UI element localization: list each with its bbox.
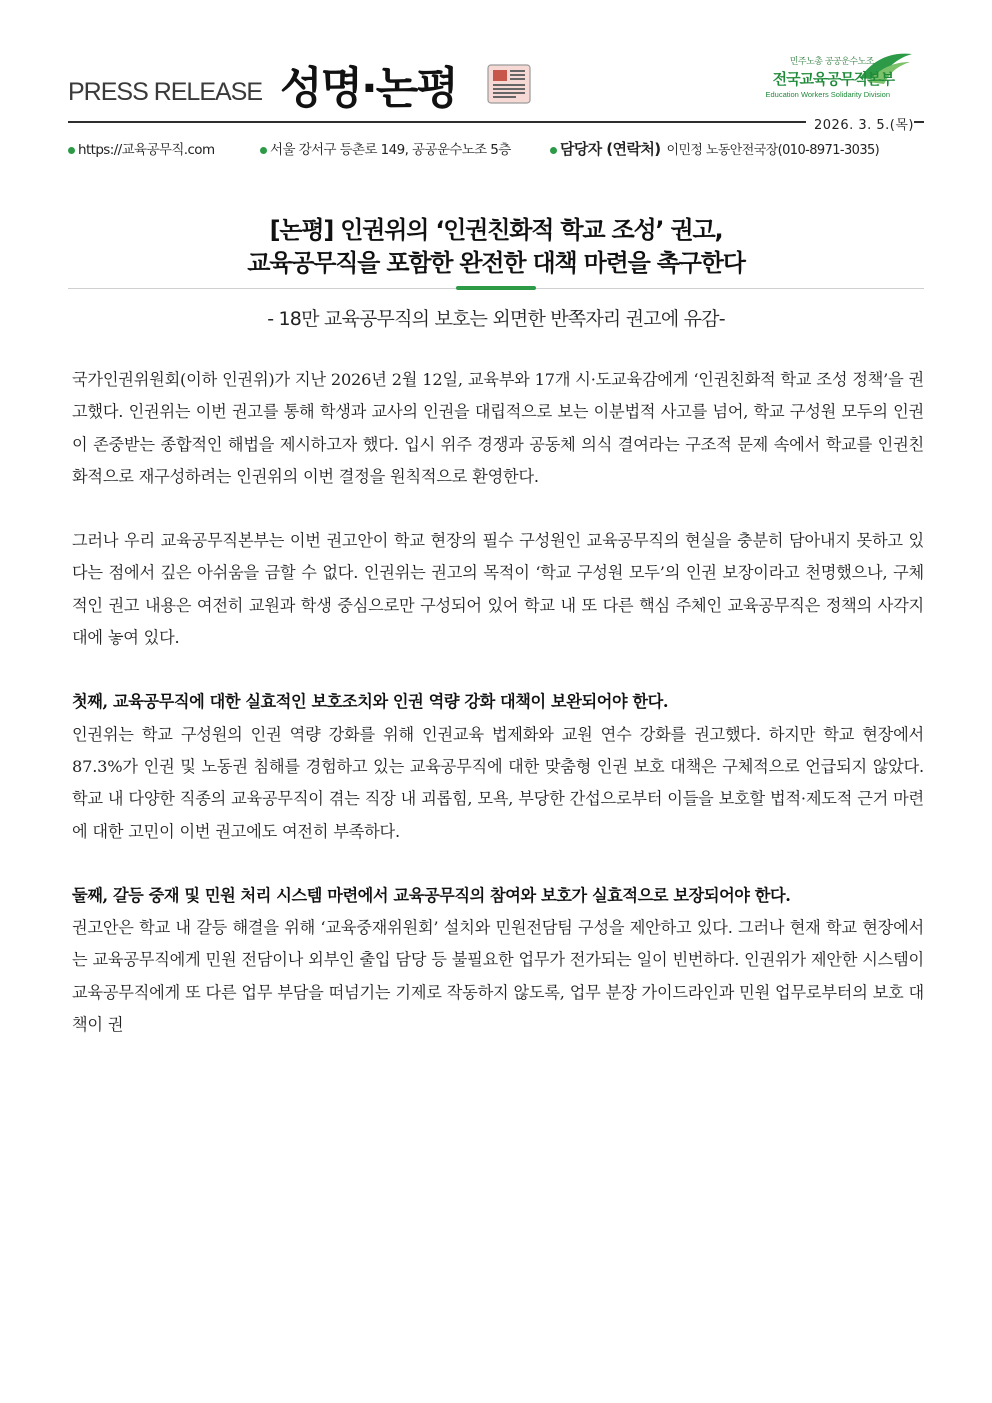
body-paragraph-1: 국가인권위원회(이하 인권위)가 지난 2026년 2월 12일, 교육부와 17개 시·도교육감에게 ‘인권친화적 학교 조성 정책’을 권고했다. 인권위는 이번 권고를 통해 학생과 교사의 인권을 대립적으로 보는 이분법적 사고를 넘어, 학교 구성원 모두의 인권이 존중받는 종합적인 해법을 제시하고자 했다. 입시 위주 경쟁과 공동체 의식 결여라는 구조적 문제 속에서 학교를 인권친화적으로 재구성하려는 인권위의 이번 결정을 원칙적으로 환영한다.	[72, 370, 924, 486]
section-heading-1: 첫째, 교육공무직에 대한 실효적인 보호조치와 인권 역량 강화 대책이 보완되어야 한다.	[72, 692, 669, 712]
newspaper-icon	[486, 62, 534, 106]
document-subtitle: - 18만 교육공무직의 보호는 외면한 반쪽자리 권고에 유감-	[267, 308, 725, 330]
website-text: https://교육공무직.com	[78, 142, 215, 158]
bullet-dot-icon	[260, 147, 267, 154]
body-paragraph-4: 권고안은 학교 내 갈등 해결을 위해 ‘교육중재위원회’ 설치와 민원전담팀 구성을 제안하고 있다. 그러나 현재 학교 현장에서는 교육공무직에게 민원 전담이나 외부인 출입 담당 등 불필요한 업무가 전가되는 일이 빈번하다. 인권위가 제안한 시스템이 교육공무직에게 또 다른 업무 부담을 떠넘기는 기제로 작동하지 않도록, 업무 분장 가이드라인과 민원 업무로부터의 보호 대책이 권	[72, 918, 924, 1035]
section-heading-2: 둘째, 갈등 중재 및 민원 처리 시스템 마련에서 교육공무직의 참여와 보호가 실효적으로 보장되어야 한다.	[72, 885, 791, 905]
body-paragraph-2: 그러나 우리 교육공무직본부는 이번 권고안이 학교 현장의 필수 구성원인 교육공무직의 현실을 충분히 담아내지 못하고 있다는 점에서 깊은 아쉬움을 금할 수 없다. 인권위는 권고의 목적이 ‘학교 구성원 모두’의 인권 보장이라고 천명했으나, 구체적인 권고 내용은 여전히 교원과 학생 중심으로만 구성되어 있어 학교 내 또 다른 핵심 주체인 교육공무직은 정책의 사각지대에 놓여 있다.	[72, 531, 924, 648]
contact-website[interactable]	[68, 138, 215, 158]
header	[68, 48, 924, 118]
header-divider	[68, 121, 924, 123]
document-title	[68, 214, 924, 280]
document-body	[72, 364, 924, 1073]
manager-value: 이민정 노동안전국장(010-8971-3035)	[666, 143, 880, 158]
union-logo	[742, 48, 914, 110]
document-type-title: 성명·논평	[280, 63, 457, 114]
contact-bar	[68, 138, 924, 160]
title-line-1: [논평] 인권위의 ‘인권친화적 학교 조성’ 권고,	[269, 216, 723, 244]
contact-address	[260, 138, 511, 158]
bullet-dot-icon	[68, 147, 75, 154]
logo-main-text: 전국교육공무직본부	[772, 70, 894, 88]
contact-manager	[550, 138, 879, 159]
logo-small-text: 민주노총 공공운수노조	[789, 57, 874, 67]
press-release-label: PRESS RELEASE	[68, 78, 263, 106]
body-paragraph-3: 인권위는 학교 구성원의 인권 역량 강화를 위해 인권교육 법제화와 교원 연수 강화를 권고했다. 하지만 학교 현장에서 87.3%가 인권 및 노동권 침해를 경험하고 있는 교육공무직에 대한 맞춤형 인권 보호 대책은 구체적으로 언급되지 않았다. 학교 내 다양한 직종의 교육공무직이 겪는 직장 내 괴롭힘, 모욕, 부당한 간섭으로부터 이들을 보호할 법적·제도적 근거 마련에 대한 고민이 이번 권고에도 여전히 부족하다.	[72, 724, 924, 841]
release-date: 2026. 3. 5.(목)	[806, 114, 914, 133]
manager-label: 담당자 (연락처)	[560, 140, 661, 158]
bullet-dot-icon	[550, 147, 557, 154]
logo-sub-text: Education Workers Solidarity Division	[765, 90, 890, 99]
title-line-2: 교육공무직을 포함한 완전한 대책 마련을 촉구한다	[247, 249, 745, 277]
title-accent-bar	[456, 286, 536, 290]
address-text: 서울 강서구 등촌로 149, 공공운수노조 5층	[270, 142, 511, 158]
